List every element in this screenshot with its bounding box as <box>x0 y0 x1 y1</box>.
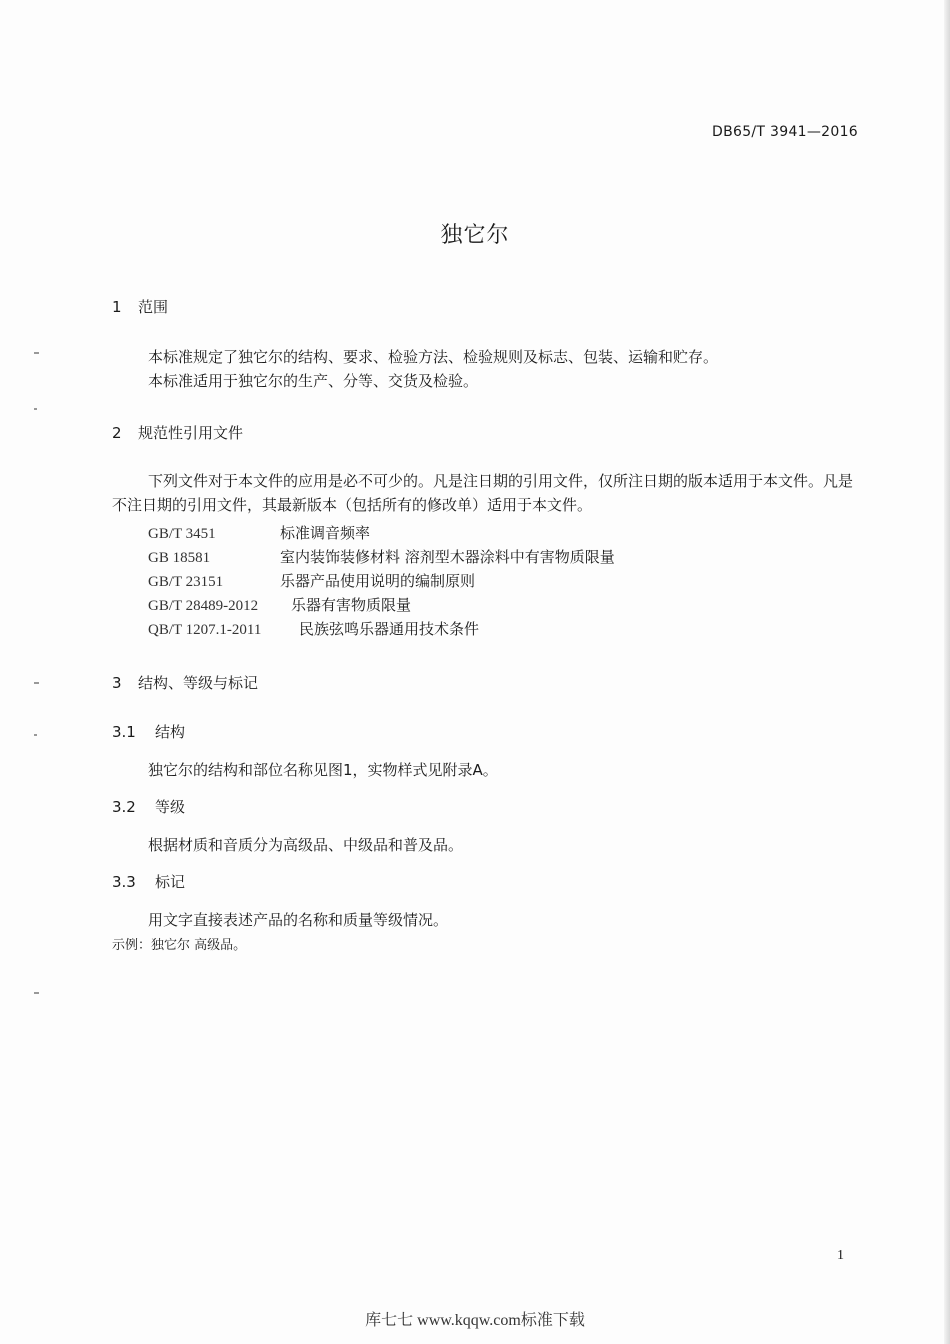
marking-example: 示例：独它尔 高级品。 <box>112 938 247 953</box>
subsection-number: 3.2 <box>112 798 136 816</box>
scan-edge-shadow <box>944 0 950 1344</box>
scan-speck <box>34 734 37 736</box>
section-1-heading <box>112 296 168 317</box>
reference-title: 民族弦鸣乐器通用技术条件 <box>299 620 480 638</box>
scope-paragraph: 本标准规定了独它尔的结构、要求、检验方法、检验规则及标志、包装、运输和贮存。 <box>148 348 719 366</box>
section-title: 范围 <box>138 298 169 316</box>
reference-item <box>148 545 615 569</box>
marking-paragraph: 用文字直接表述产品的名称和质量等级情况。 <box>148 911 449 929</box>
subsection-number: 3.1 <box>112 723 136 741</box>
scan-speck <box>34 408 37 410</box>
reference-code: GB/T 28489-2012 <box>148 598 259 614</box>
reference-title: 室内装饰装修材料 溶剂型木器涂料中有害物质限量 <box>280 548 615 566</box>
subsection-3-3-heading <box>112 871 185 892</box>
reference-title: 乐器产品使用说明的编制原则 <box>280 572 476 590</box>
section-number: 2 <box>112 424 122 442</box>
reference-code: GB/T 3451 <box>148 526 216 542</box>
scan-speck <box>34 682 39 684</box>
reference-code: QB/T 1207.1-2011 <box>148 622 262 638</box>
structure-paragraph: 独它尔的结构和部位名称见图1，实物样式见附录A。 <box>148 761 498 779</box>
section-2-heading <box>112 422 243 443</box>
reference-item <box>148 521 615 545</box>
section-number: 3 <box>112 674 122 692</box>
subsection-3-1-heading <box>112 721 185 742</box>
subsection-number: 3.3 <box>112 873 136 891</box>
reference-list <box>148 521 615 641</box>
section-title: 规范性引用文件 <box>138 424 244 442</box>
normative-references-intro: 下列文件对于本文件的应用是必不可少的。凡是注日期的引用文件，仅所注日期的版本适用于本文件。凡是不注日期的引用文件，其最新版本（包括所有的修改单）适用于本文件。 <box>112 472 854 514</box>
reference-code: GB 18581 <box>148 550 211 566</box>
scan-speck <box>34 992 39 994</box>
reference-item <box>148 593 615 617</box>
section-3-heading <box>112 672 258 693</box>
reference-item <box>148 617 615 641</box>
reference-title: 标准调音频率 <box>280 524 371 542</box>
page-number: 1 <box>837 1248 844 1263</box>
reference-code: GB/T 23151 <box>148 574 224 590</box>
section-number: 1 <box>112 298 122 316</box>
subsection-title: 结构 <box>155 723 186 741</box>
section-title: 结构、等级与标记 <box>138 674 259 692</box>
standard-code: DB65/T 3941—2016 <box>712 124 858 140</box>
grade-paragraph: 根据材质和音质分为高级品、中级品和普及品。 <box>148 836 464 854</box>
reference-item <box>148 569 615 593</box>
document-title: 独它尔 <box>440 223 510 248</box>
subsection-3-2-heading <box>112 796 185 817</box>
subsection-title: 标记 <box>155 873 186 891</box>
footer-watermark-text: 库七七 www.kqqw.com标准下载 <box>365 1312 585 1329</box>
subsection-title: 等级 <box>155 798 186 816</box>
scan-speck <box>34 352 39 354</box>
scope-paragraph: 本标准适用于独它尔的生产、分等、交货及检验。 <box>148 372 479 390</box>
reference-title: 乐器有害物质限量 <box>291 596 412 614</box>
